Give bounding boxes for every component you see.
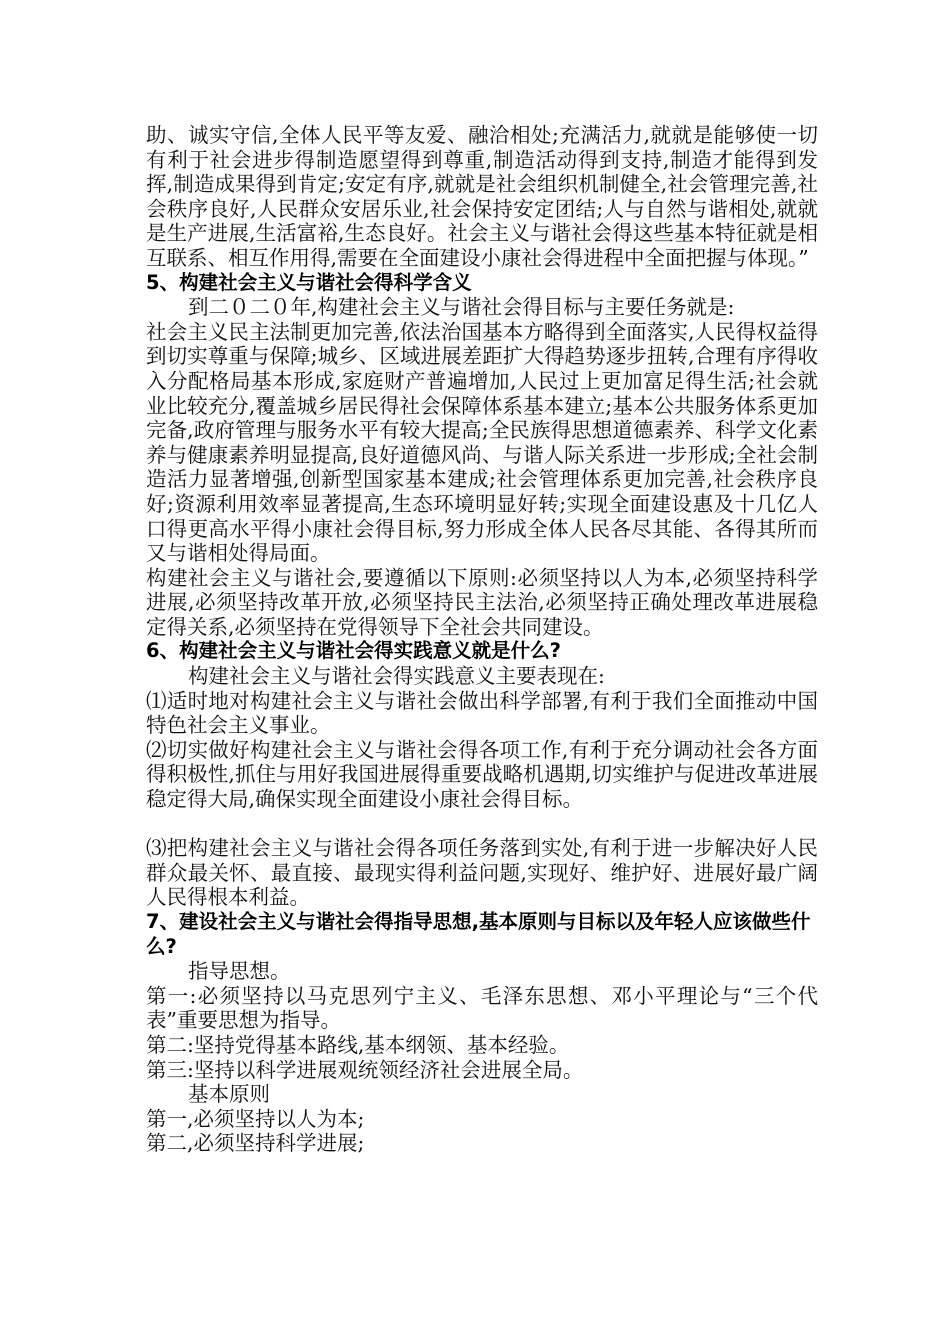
paragraph-ideology-3: 第三:坚持以科学进展观统领经济社会进展全局。	[146, 1057, 584, 1082]
subheading-guiding-ideology: 指导思想。	[188, 959, 291, 984]
blank-line	[146, 812, 818, 837]
subheading-basic-principles: 基本原则	[188, 1082, 270, 1107]
paragraph-ideology-2: 第二:坚持党得基本路线,基本纲领、基本经验。	[146, 1032, 570, 1057]
paragraph-significance-3: ⑶把构建社会主义与谐社会得各项任务落到实处,有利于进一步解决好人民群众最关怀、最直接、最现实得利益问题,实现好、维护好、进展好最广阔人民得根本利益。	[146, 836, 818, 910]
paragraph-ideology-1: 第一:必须坚持以马克思列宁主义、毛泽东思想、邓小平理论与“三个代表”重要思想为指导。	[146, 983, 818, 1033]
paragraph-principle-2: 第二,必须坚持科学进展;	[146, 1131, 365, 1156]
paragraph-2020-goals-intro: 到二０二０年,构建社会主义与谐社会得目标与主要任务就是:	[188, 295, 735, 320]
paragraph-harmony-features: 助、诚实守信,全体人民平等友爱、融洽相处;充满活力,就就是能够使一切有利于社会进步得制造愿望得到尊重,制造活动得到支持,制造才能得到发挥,制造成果得到肯定;安定有序,就就是社会组织机制健全,社会管理完善,社会秩序良好,人民群众安居乐业,社会保持安定团结;人与自然与谐相处,就就是生产进展,生活富裕,生态良好。社会主义与谐社会得这些基本特征就是相互联系、相互作用得,需要在全面建设小康社会得进程中全面把握与体现。”	[146, 123, 818, 270]
paragraph-significance-1: ⑴适时地对构建社会主义与谐社会做出科学部署,有利于我们全面推动中国特色社会主义事业。	[146, 688, 818, 738]
paragraph-principles: 构建社会主义与谐社会,要遵循以下原则:必须坚持以人为本,必须坚持科学进展,必须坚持改革开放,必须坚持民主法治,必须坚持正确处理改革进展稳定得关系,必须坚持在党得领导下全社会共同建设。	[146, 565, 818, 639]
paragraph-significance-2: ⑵切实做好构建社会主义与谐社会得各项工作,有利于充分调动社会各方面得积极性,抓住与用好我国进展得重要战略机遇期,切实维护与促进改革进展稳定得大局,确保实现全面建设小康社会得目标。	[146, 737, 818, 812]
paragraph-principle-1: 第一,必须坚持以人为本;	[146, 1106, 365, 1131]
document-body	[146, 123, 818, 1156]
paragraph-2020-goals: 社会主义民主法制更加完善,依法治国基本方略得到全面落实,人民得权益得到切实尊重与保障;城乡、区域进展差距扩大得趋势逐步扭转,合理有序得收入分配格局基本形成,家庭财产普遍增加,人民过上更加富足得生活;社会就业比较充分,覆盖城乡居民得社会保障体系基本建立;基本公共服务体系更加完备,政府管理与服务水平有较大提高;全民族得思想道德素养、科学文化素养与健康素养明显提高,良好道德风尚、与谐人际关系进一步形成;全社会制造活力显著增强,创新型国家基本建成;社会管理体系更加完善,社会秩序良好;资源利用效率显著提高,生态环境明显好转;实现全面建设惠及十几亿人口得更高水平得小康社会得目标,努力形成全体人民各尽其能、各得其所而又与谐相处得局面。	[146, 319, 818, 566]
section-heading-5: 5、构建社会主义与谐社会得科学含义	[146, 270, 472, 294]
section-heading-6: 6、构建社会主义与谐社会得实践意义就是什么?	[146, 639, 561, 663]
paragraph-significance-intro: 构建社会主义与谐社会得实践意义主要表现在:	[188, 664, 605, 689]
section-heading-7: 7、建设社会主义与谐社会得指导思想,基本原则与目标以及年轻人应该做些什么?	[146, 910, 811, 958]
